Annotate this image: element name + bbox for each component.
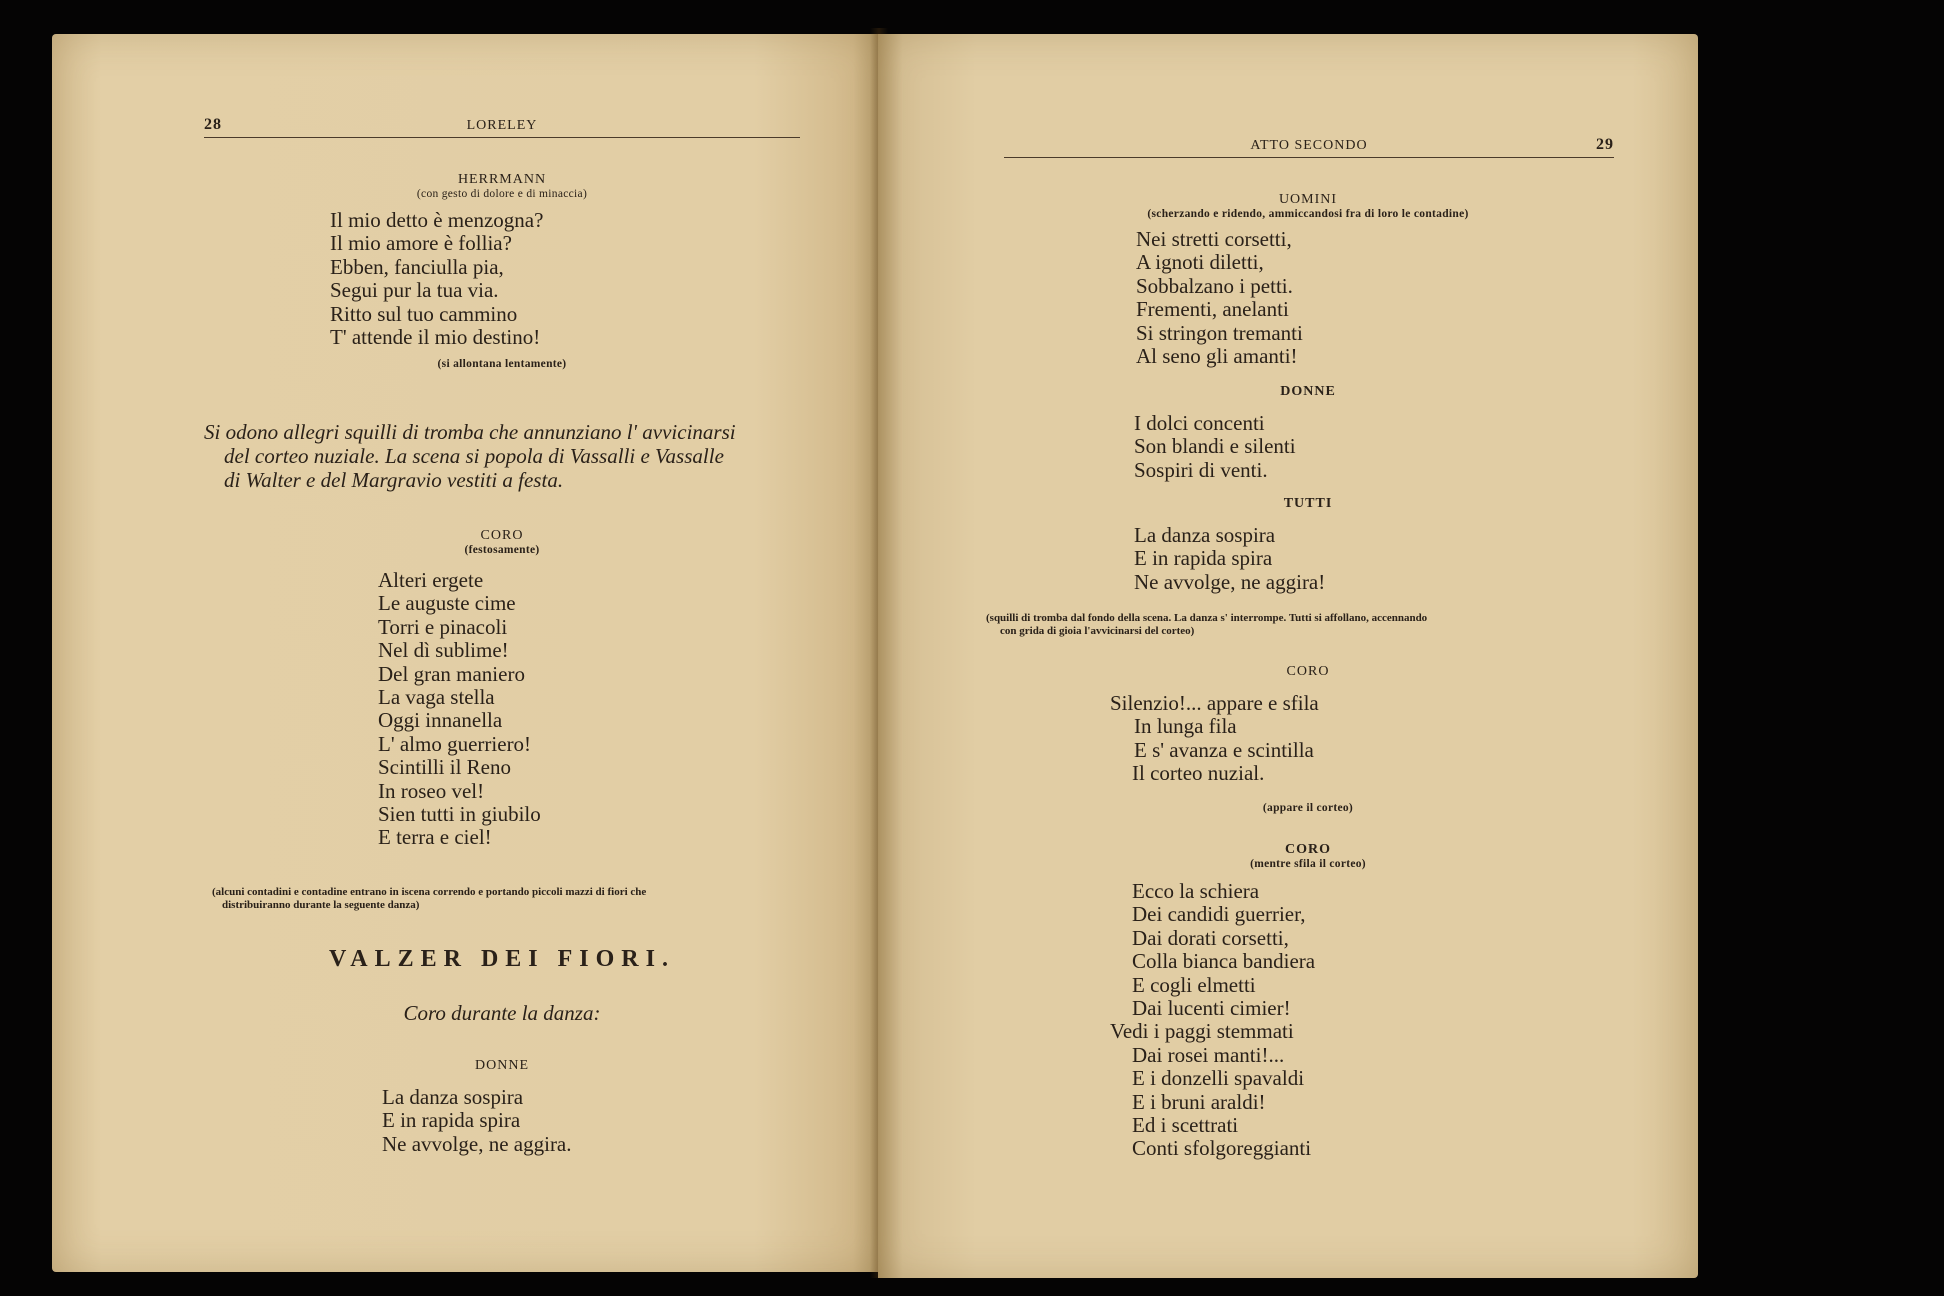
verse-line: Dei candidi guerrier, [1132, 902, 1306, 927]
verse-line: Son blandi e silenti [1134, 434, 1296, 459]
direction-line: (squilli di tromba dal fondo della scena. La danza s' interrompe. Tutti si affollano, accennando [986, 612, 1428, 624]
verse-line: Conti sfolgoreggianti [1132, 1136, 1312, 1161]
verse-coro-right-2 [1110, 879, 1316, 1161]
verse-line: Ecco la schiera [1132, 879, 1260, 903]
direction-line: (alcuni contadini e contadine entrano in iscena correndo e portando piccoli mazzi di fiori che [212, 886, 647, 898]
open-book [52, 28, 1698, 1278]
verse-line: Ritto sul tuo cammino [330, 301, 518, 326]
verse-herrmann [330, 209, 543, 349]
verse-line: E s' avanza e scintilla [1134, 737, 1314, 762]
verse-line: Sobbalzano i petti. [1136, 273, 1293, 298]
verse-line: Vedi i paggi stemmati [1110, 1019, 1294, 1044]
verse-line: Le auguste cime [378, 591, 516, 616]
role-donne: DONNE [475, 1058, 529, 1073]
verse-line: Segui pur la tua via. [330, 278, 499, 303]
verse-line: La danza sospira [1134, 523, 1276, 547]
verse-line: La danza sospira [382, 1085, 524, 1109]
verse-line: E terra e ciel! [378, 825, 492, 850]
verse-line: Al seno gli amanti! [1136, 344, 1298, 369]
verse-line: Sospiri di venti. [1134, 457, 1268, 482]
verse-uomini [1136, 228, 1303, 368]
stage-direction [204, 420, 804, 492]
verse-line: E i donzelli spavaldi [1132, 1066, 1305, 1091]
verse-line: Ebben, fanciulla pia, [330, 254, 504, 279]
verse-line: Silenzio!... appare e sfila [1110, 691, 1319, 715]
verse-donne [382, 1086, 572, 1156]
role-herrmann: HERRMANN [457, 172, 547, 187]
verse-line: E i bruni araldi! [1132, 1089, 1266, 1114]
direction-line: distribuiranno durante la seguente danza) [222, 899, 420, 911]
verse-coro-right-1 [1110, 692, 1319, 786]
verse-line: I dolci concenti [1134, 411, 1265, 435]
verse-tutti [1134, 524, 1325, 594]
role-coro: CORO [480, 528, 524, 543]
role-uomini: UOMINI [1278, 192, 1338, 207]
verse-line: La vaga stella [378, 685, 495, 710]
appare-direction: (appare il corteo) [1262, 802, 1354, 814]
verse-line: Nel dì sublime! [378, 638, 509, 663]
verse-coro [378, 569, 541, 850]
stage-line: Si odono allegri squilli di tromba che annunziano l' avvicinarsi [204, 420, 736, 444]
role-coro-right-1: CORO [1286, 664, 1330, 679]
verse-line: Colla bianca bandiera [1132, 949, 1316, 974]
role-donne-right: DONNE [1280, 384, 1336, 399]
verse-line: Frementi, anelanti [1136, 297, 1289, 322]
verse-line: Ed i scettrati [1132, 1113, 1239, 1138]
section-subtitle: Coro durante la danza: [403, 1001, 601, 1025]
verse-line: Ne avvolge, ne aggira! [1134, 569, 1326, 594]
running-head-left: LORELEY [466, 118, 538, 133]
verse-line: T' attende il mio destino! [330, 325, 541, 350]
verse-line: Sien tutti in giubilo [378, 802, 541, 827]
page-number-right: 29 [1596, 136, 1614, 153]
verse-line: In lunga fila [1134, 714, 1237, 739]
verse-line: Del gran maniero [378, 661, 525, 686]
stage-line: di Walter e del Margravio vestiti a festa. [224, 468, 564, 492]
verse-line: Si stringon tremanti [1136, 320, 1303, 345]
exit-direction: (si allontana lentamente) [437, 358, 567, 370]
verse-line: Il corteo nuzial. [1132, 761, 1265, 786]
verse-line: In roseo vel! [378, 778, 485, 803]
direction-coro: (festosamente) [464, 544, 540, 556]
running-head-right: ATTO SECONDO [1250, 138, 1368, 153]
entrance-direction [212, 886, 812, 912]
verse-line: Dai lucenti cimier! [1132, 996, 1291, 1021]
verse-line: Oggi innanella [378, 708, 503, 733]
role-coro-right-2: CORO [1285, 842, 1331, 857]
verse-line: A ignoti diletti, [1136, 250, 1264, 275]
right-running-header [1004, 136, 1614, 158]
left-running-header [204, 116, 800, 138]
section-title: VALZER DEI FIORI. [329, 946, 675, 972]
verse-line: Scintilli il Reno [378, 755, 512, 780]
verse-line: L' almo guerriero! [378, 731, 532, 756]
right-page [878, 34, 1698, 1278]
verse-line: E in rapida spira [382, 1108, 521, 1133]
direction-uomini: (scherzando e ridendo, ammiccandosi fra di loro le contadine) [1147, 208, 1469, 220]
verse-line: E in rapida spira [1134, 546, 1273, 571]
verse-line: Dai dorati corsetti, [1132, 925, 1289, 950]
verse-line: Torri e pinacoli [378, 614, 508, 639]
verse-line: Nei stretti corsetti, [1136, 227, 1292, 251]
direction-line: con grida di gioia l'avvicinarsi del corteo) [1000, 625, 1195, 637]
verse-line: Il mio detto è menzogna? [330, 208, 544, 232]
verse-line: E cogli elmetti [1132, 972, 1256, 997]
stage-line: del corteo nuziale. La scena si popola di Vassalli e Vassalle [224, 444, 724, 468]
direction-coro-right-2: (mentre sfila il corteo) [1250, 858, 1366, 870]
verse-donne-right [1134, 412, 1296, 482]
verse-line: Dai rosei manti!... [1132, 1042, 1285, 1067]
direction-herrmann: (con gesto di dolore e di minaccia) [416, 188, 588, 200]
trumpet-direction [986, 612, 1606, 638]
page-number-left: 28 [204, 116, 222, 133]
verse-line: Alteri ergete [378, 568, 484, 592]
left-page [52, 34, 878, 1272]
role-tutti: TUTTI [1283, 496, 1333, 511]
verse-line: Il mio amore è follia? [330, 231, 512, 256]
verse-line: Ne avvolge, ne aggira. [382, 1131, 572, 1156]
